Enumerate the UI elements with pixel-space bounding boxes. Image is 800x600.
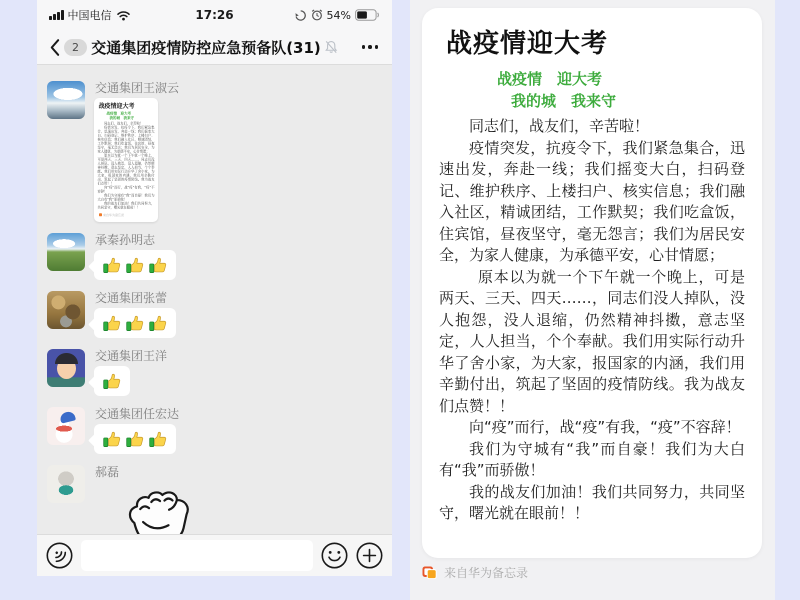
note-thumbnail[interactable]: 战疫情迎大考 战疫情 迎大考 我的城 我来守 同志们，战友们，辛苦啦！ 疫情突发，抗疫令下，我们紧急集合，迅速出发，奔赴一线；我们摇变大白，扫码登记、维护秩序、上楼扫户、核实信息；我们融入社区，精诚团结，工作默契；我们吃盒饭，住宾馆，昼夜坚守，毫无怨言；我们为居民安全，为家人健康，为承德平安，心甘情愿； 原本以为就一个下午就一个晚上，可是两天、三天、四天……，同志们没人掉队，没人抱怨，没人退缩，仍然精神抖擞，意志坚定，人人担当，个个奉献。我们用实际行动升华了舍小家，为大家，报国家的内涵，我们用辛勤付出，筑起了坚固的疫情防线。我为战友们点赞！！ 向“疫”而行，战“疫”有我，“疫”不容辞！ 我们为守城有“我”而自豪！我们为大白有“我”而骄傲！ 我的战友们加油！我们共同努力，共同坚守，曙光就在眼前！！ 来自华为备忘录 [94,98,158,222]
thumbs-up-emoji [149,256,167,274]
back-chevron-icon [49,38,60,57]
note-slogan-2: 我的城 我来守 [511,92,617,110]
thumbs-up-emoji [126,256,144,274]
sender-name: 交通集团张蕾 [95,291,168,305]
plus-circle-icon [356,542,383,569]
message-row [37,349,392,396]
note-title: 战疫情迎大考 [446,29,609,59]
huawei-notes-icon [422,565,437,580]
thumbs-up-emoji [149,314,167,332]
note-paragraph: 原本以为就一个下午就一个晚上，可是两天、三天、四天……，同志们没人掉队，没人抱怨，没人退缩，仍然精神抖擞，意志坚定，人人担当，个个奉献。我们用实际行动升华了舍小家，为大家，报国家的内涵，我们用辛勤付出，筑起了坚固的疫情防线。我为战友们点赞！！ [439,267,745,415]
message-row [37,407,392,454]
message-row [37,465,392,534]
note-source-row [422,564,528,581]
thumbs-message-bubble[interactable] [94,250,176,280]
thumbs-up-emoji [103,372,121,390]
muted-bell-icon [325,40,338,54]
note-body [439,116,745,525]
thumbs-message-bubble[interactable] [94,308,176,338]
battery-percent: 54% [326,8,351,22]
thumbs-up-emoji [103,430,121,448]
voice-button[interactable] [46,542,73,569]
note-source-label: 来自华为备忘录 [444,566,529,580]
sender-name: 交通集团王洋 [95,349,168,363]
thumbs-up-emoji [126,314,144,332]
sender-name: 承秦孙明志 [95,233,156,247]
message-row [37,233,392,280]
chat-messages [37,65,392,534]
alarm-clock-icon [311,9,323,21]
notes-app-screenshot [410,0,775,600]
rotation-lock-icon [294,9,307,22]
emoji-button[interactable] [321,542,348,569]
note-card [422,8,762,558]
battery-icon [355,9,380,21]
avatar-sky[interactable] [47,81,85,119]
note-slogan-1: 战疫情 迎大考 [497,70,603,88]
wechat-phone-screenshot [37,0,392,575]
smiley-icon [321,542,348,569]
carrier-label: 中国电信 [67,9,112,22]
note-paragraph: 同志们，战友们，辛苦啦！ [469,117,650,135]
more-button[interactable] [360,39,381,55]
group-title: 交通集团疫情防控应急预备队(31) [91,38,321,57]
chat-header [37,30,392,65]
unread-count-badge: 2 [64,39,87,56]
note-paragraph: 我的战友们加油！我们共同努力，共同坚守，曙光就在眼前！！ [439,482,745,522]
thumbs-message-bubble[interactable] [94,424,176,454]
avatar-snowman[interactable] [47,407,85,445]
thumbs-message-bubble[interactable] [94,366,130,396]
thumbs-up-emoji [126,430,144,448]
thumbs-up-emoji [103,256,121,274]
signal-bars-icon [49,10,64,20]
back-button[interactable] [49,38,87,57]
note-paragraph: 向“疫”而行，战“疫”有我，“疫”不容辞！ [469,418,741,436]
avatar-grass[interactable] [47,233,85,271]
sender-name: 郝磊 [95,465,120,479]
thumbs-up-emoji [103,314,121,332]
status-time: 17:26 [195,8,234,22]
fist-sticker-drawing [117,478,205,534]
plus-button[interactable] [356,542,383,569]
thumbs-up-emoji [149,430,167,448]
wifi-icon [116,10,131,21]
message-input[interactable] [81,540,313,571]
sender-name: 交通集团王淑云 [95,81,180,95]
status-bar [37,0,392,30]
voice-wave-icon [46,542,73,569]
input-bar [37,534,392,576]
message-row [37,81,392,222]
sender-name: 交通集团任宏达 [95,407,180,421]
fist-sticker[interactable] [117,478,206,534]
message-row [37,291,392,338]
note-paragraph: 疫情突发，抗疫令下，我们紧急集合，迅速出发，奔赴一线；我们摇变大白，扫码登记、维护秩序、上楼扫户、核实信息；我们融入社区，精诚团结，工作默契；我们吃盒饭，住宾馆，昼夜坚守，毫无怨言；我们为居民安全，为家人健康，为承德平安，心甘情愿； [439,138,745,264]
avatar-autumn[interactable] [47,291,85,329]
note-paragraph: 我们为守城有“我”而自豪！我们为大白有“我”而骄傲！ [439,439,745,479]
avatar-sketch[interactable] [47,465,85,503]
avatar-cartoon[interactable] [47,349,85,387]
